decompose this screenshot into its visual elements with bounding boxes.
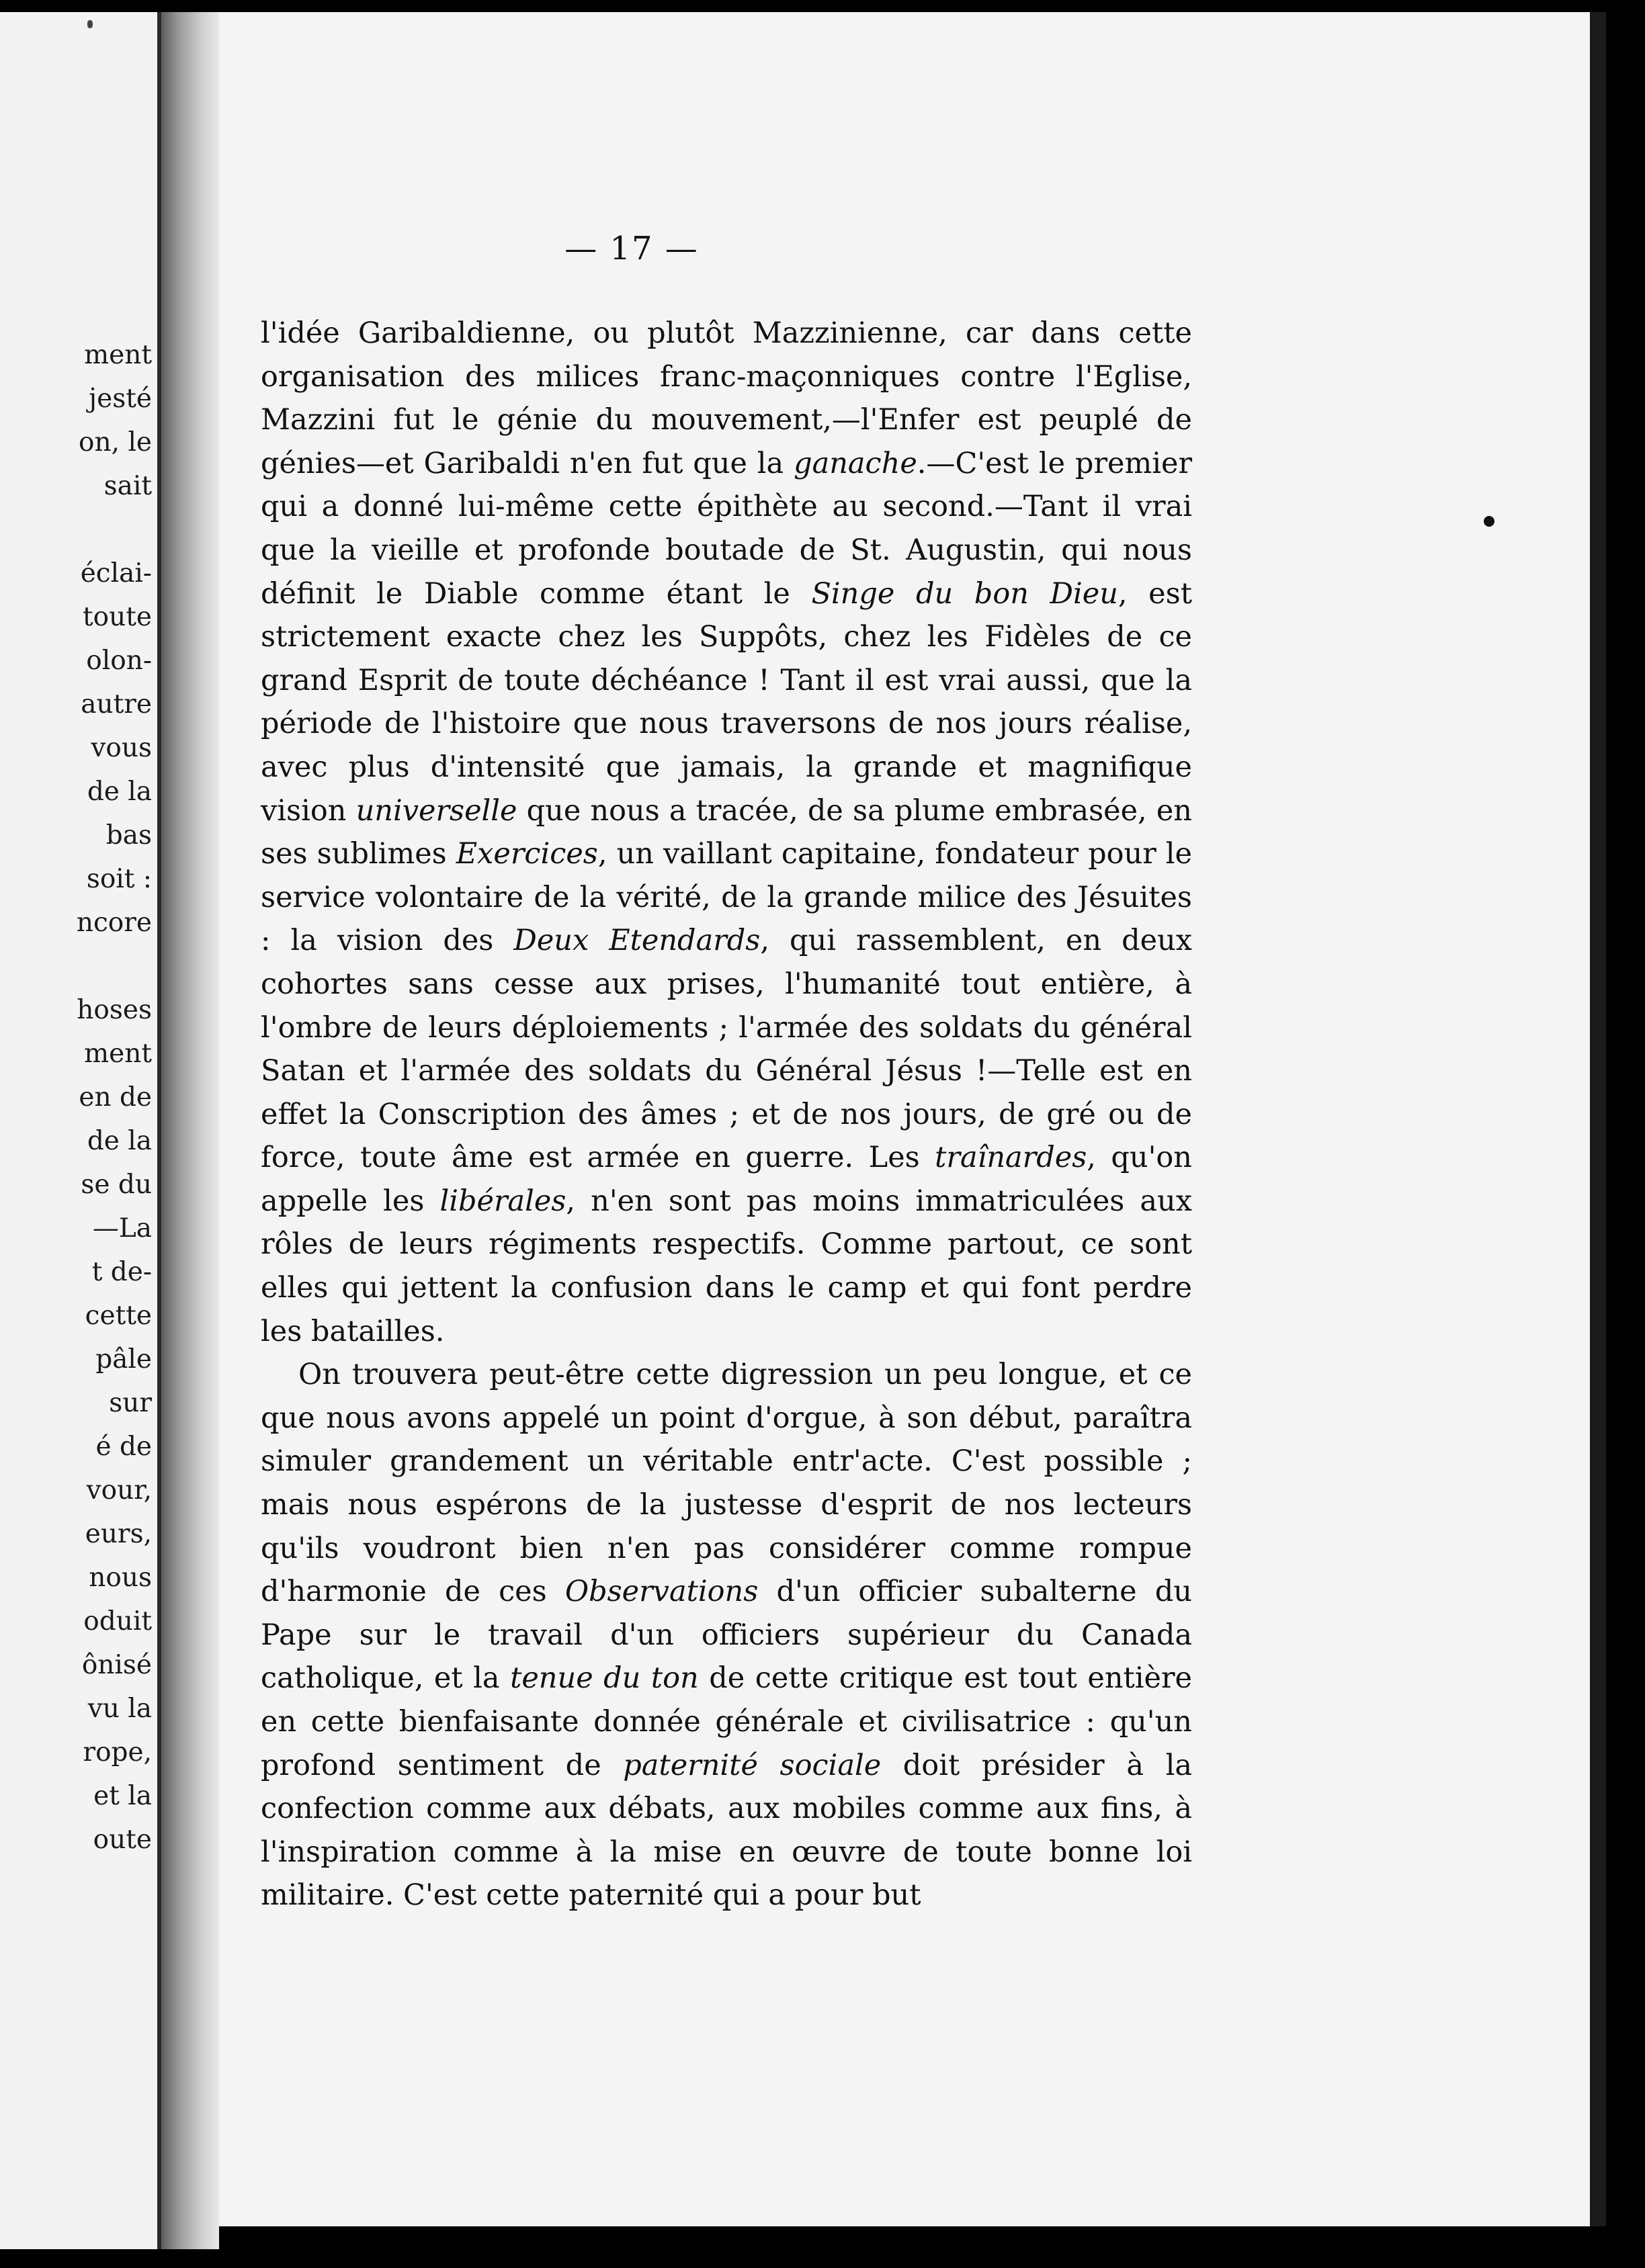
- fragment-line: nous: [89, 1563, 152, 1593]
- text-run: , un vaillant capitaine, fondateur pour le service volontaire de la vérité, de la grande milice des Jésuites : la vision des: [261, 837, 1193, 958]
- italic-run: ganache: [794, 446, 917, 480]
- italic-run: tenue du ton: [510, 1661, 699, 1696]
- fragment-line: on, le: [79, 427, 152, 457]
- fragment-line: olon-: [86, 646, 152, 676]
- text-run: .—C'est le premier qui a donné lui-même cette épithète au second.—Tant il vrai que la vieille et profonde boutade de St. Augustin, qui nous définit le Diable comme étant le: [261, 446, 1192, 611]
- fragment-line: hoses: [77, 995, 152, 1025]
- text-run: doit présider à la confection comme aux débats, aux mobiles comme aux fins, à l'inspiration comme à la mise en œuvre de toute bonne loi militaire. C'est cette paternité qui a pour but: [261, 1748, 1192, 1913]
- fragment-line: vous: [91, 733, 152, 763]
- fragment-line: vu la: [87, 1694, 152, 1724]
- italic-run: traînardes: [935, 1141, 1087, 1175]
- fragment-line: bas: [106, 820, 152, 850]
- fragment-line: jesté: [89, 384, 152, 414]
- text-run: , qui rassemblent, en deux cohortes sans cesse aux prises, l'humanité tout entière, à l'ombre de leurs déploiements ; l'armée des soldats du général Satan et l'armée des soldats du Général Jésus !—Telle est en effet la Conscription des âmes ; et de nos jours, de gré ou de force, toute âme est armée en guerre. Les: [261, 924, 1192, 1175]
- fragment-line: oute: [93, 1825, 152, 1855]
- fragment-line: é de: [95, 1432, 152, 1462]
- fragment-line: —La: [92, 1213, 152, 1244]
- text-run: de cette critique est tout entière en cette bienfaisante donnée générale et civilisatrice : qu'un profond sentiment de: [261, 1661, 1192, 1782]
- fragment-line: de la: [87, 777, 152, 807]
- fragment-line: toute: [82, 602, 152, 632]
- paragraph: [261, 312, 1192, 1353]
- text-run: , est strictement exacte chez les Suppôts, chez les Fidèles de ce grand Esprit de toute déchéance ! Tant il est vrai aussi, que la période de l'histoire que nous traversons de nos jours réalise, avec plus d'intensité que jamais, la grande et magnifique vision: [261, 576, 1192, 828]
- previous-page-text-fragments: [77, 333, 152, 1862]
- fragment-line: oduit: [83, 1606, 152, 1637]
- italic-run: Singe du bon Dieu: [811, 576, 1118, 611]
- fragment-line: autre: [81, 689, 152, 719]
- ink-speck: [1484, 516, 1494, 527]
- text-run: d'un officier subalterne du Pape sur le travail d'un officiers supérieur du Canada catholique, et la: [261, 1575, 1192, 1696]
- book-gutter: [161, 12, 219, 2249]
- fragment-line: eurs,: [85, 1519, 152, 1549]
- fragment-line: pâle: [95, 1344, 152, 1375]
- text-run: que nous a tracée, de sa plume embrasée, en ses sublimes: [261, 793, 1192, 871]
- fragment-line: [77, 508, 152, 552]
- fragment-line: ment: [84, 340, 152, 370]
- fragment-line: en de: [79, 1082, 152, 1113]
- fragment-line: et la: [93, 1781, 152, 1811]
- text-run: l'idée Garibaldienne, ou plutôt Mazzinienne, car dans cette organisation des milices franc-maçonniques contre l'Eglise, Mazzini fut le génie du mouvement,—l'Enfer est peuplé de génies—et Garibaldi n'en fut que la: [261, 316, 1192, 480]
- fragment-line: ment: [84, 1039, 152, 1069]
- fragment-line: éclai-: [80, 558, 152, 588]
- italic-run: paternité sociale: [623, 1748, 882, 1782]
- fragment-line: ncore: [76, 908, 152, 938]
- fragment-line: se du: [81, 1170, 152, 1200]
- body-text: [261, 312, 1192, 1917]
- fragment-line: vour,: [86, 1475, 152, 1506]
- italic-run: Observations: [564, 1575, 759, 1609]
- fragment-line: sait: [103, 471, 152, 501]
- fragment-line: rope,: [83, 1737, 152, 1768]
- page-edge-shadow: [1590, 12, 1606, 2226]
- italic-run: Exercices: [456, 837, 598, 871]
- text-run: , n'en sont pas moins immatriculées aux rôles de leurs régiments respectifs. Comme partout, ce sont elles qui jettent la confusion dans le camp et qui font perdre les batailles.: [261, 1184, 1192, 1348]
- previous-page-strip: [0, 12, 161, 2249]
- fragment-line: sur: [109, 1388, 152, 1418]
- fragment-line: t de-: [91, 1257, 152, 1287]
- fragment-line: ônisé: [81, 1650, 152, 1680]
- scan-speck: [87, 20, 93, 28]
- italic-run: Deux Etendards: [513, 924, 761, 958]
- fragment-line: [77, 945, 152, 988]
- fragment-line: soit :: [86, 864, 152, 894]
- page-number: — 17 —: [564, 230, 699, 267]
- italic-run: universelle: [355, 793, 517, 828]
- text-run: , qu'on appelle les: [261, 1141, 1192, 1218]
- fragment-line: de la: [87, 1126, 152, 1156]
- paragraph: [261, 1353, 1192, 1917]
- text-run: On trouvera peut-être cette digression un peu longue, et ce que nous avons appelé un point d'orgue, à son début, paraîtra simuler grandement un véritable entr'acte. C'est possible ; mais nous espérons de la justesse d'esprit de nos lecteurs qu'ils voudront bien n'en pas considérer comme rompue d'harmonie de ces: [261, 1358, 1192, 1609]
- fragment-line: cette: [85, 1301, 152, 1331]
- italic-run: libérales: [439, 1184, 566, 1218]
